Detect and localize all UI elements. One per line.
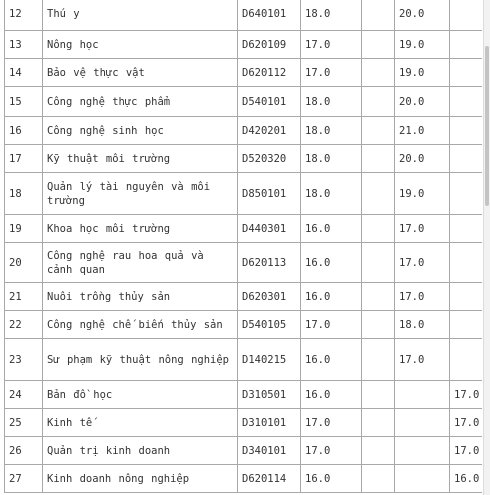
table-body (5, 0, 483, 493)
score-col-2-cell (362, 381, 395, 409)
vertical-scrollbar[interactable] (483, 0, 490, 495)
major-code-cell: D620114 (238, 465, 301, 493)
score-col-3-cell: 17.0 (395, 243, 450, 283)
major-name-cell: Công nghệ sinh học (43, 117, 238, 145)
table-row (5, 0, 483, 31)
score-col-1-cell: 16.0 (301, 381, 362, 409)
score-col-2-cell (362, 243, 395, 283)
score-col-2-cell (362, 339, 395, 381)
score-col-4-cell (450, 243, 483, 283)
major-name-cell: Sư phạm kỹ thuật nông nghiệp (43, 339, 238, 381)
table-row (5, 31, 483, 59)
table-row (5, 437, 483, 465)
score-col-1-cell: 18.0 (301, 173, 362, 215)
row-number-cell: 26 (5, 437, 43, 465)
table-row (5, 283, 483, 311)
major-name-cell: Kinh tế (43, 409, 238, 437)
major-code-cell: D520320 (238, 145, 301, 173)
score-col-3-cell: 17.0 (395, 339, 450, 381)
table-row (5, 215, 483, 243)
major-code-cell: D620112 (238, 59, 301, 87)
table-row (5, 87, 483, 117)
score-col-2-cell (362, 31, 395, 59)
score-col-2-cell (362, 173, 395, 215)
major-name-cell: Kinh doanh nông nghiệp (43, 465, 238, 493)
score-col-2-cell (362, 283, 395, 311)
major-code-cell: D540101 (238, 87, 301, 117)
score-col-2-cell (362, 59, 395, 87)
scrollbar-thumb[interactable] (485, 46, 489, 206)
major-code-cell: D140215 (238, 339, 301, 381)
score-col-1-cell: 16.0 (301, 465, 362, 493)
major-code-cell: D440301 (238, 215, 301, 243)
row-number-cell: 21 (5, 283, 43, 311)
score-col-3-cell (395, 437, 450, 465)
score-col-4-cell: 17.0 (450, 381, 483, 409)
score-col-2-cell (362, 145, 395, 173)
score-col-2-cell (362, 311, 395, 339)
major-name-cell: Nông học (43, 31, 238, 59)
score-col-1-cell: 16.0 (301, 339, 362, 381)
table-row (5, 59, 483, 87)
admission-score-table (4, 0, 482, 493)
major-name-cell: Bản đồ học (43, 381, 238, 409)
score-col-2-cell (362, 87, 395, 117)
score-col-2-cell (362, 465, 395, 493)
table-row (5, 381, 483, 409)
score-col-4-cell (450, 283, 483, 311)
score-col-4-cell (450, 173, 483, 215)
table-row (5, 409, 483, 437)
row-number-cell: 16 (5, 117, 43, 145)
score-col-4-cell (450, 215, 483, 243)
major-name-cell: Công nghệ thực phẩm (43, 87, 238, 117)
major-name-cell: Công nghệ chế biến thủy sản (43, 311, 238, 339)
score-col-2-cell (362, 215, 395, 243)
row-number-cell: 13 (5, 31, 43, 59)
major-name-cell: Thú y (43, 0, 238, 31)
table-row (5, 243, 483, 283)
major-code-cell: D620301 (238, 283, 301, 311)
score-col-3-cell: 20.0 (395, 145, 450, 173)
score-col-4-cell (450, 31, 483, 59)
score-col-2-cell (362, 0, 395, 31)
score-col-1-cell: 16.0 (301, 243, 362, 283)
row-number-cell: 19 (5, 215, 43, 243)
score-col-1-cell: 18.0 (301, 145, 362, 173)
score-col-1-cell: 18.0 (301, 0, 362, 31)
score-col-4-cell (450, 59, 483, 87)
score-col-4-cell (450, 145, 483, 173)
score-col-4-cell (450, 311, 483, 339)
score-col-3-cell: 19.0 (395, 173, 450, 215)
table-row (5, 117, 483, 145)
score-col-1-cell: 18.0 (301, 117, 362, 145)
row-number-cell: 23 (5, 339, 43, 381)
major-name-cell: Bảo vệ thực vật (43, 59, 238, 87)
score-col-3-cell: 19.0 (395, 59, 450, 87)
score-col-4-cell (450, 0, 483, 31)
score-col-3-cell: 20.0 (395, 0, 450, 31)
score-col-4-cell: 17.0 (450, 437, 483, 465)
major-name-cell: Kỹ thuật môi trường (43, 145, 238, 173)
table-row (5, 145, 483, 173)
major-code-cell: D620113 (238, 243, 301, 283)
major-name-cell: Khoa học môi trường (43, 215, 238, 243)
score-col-4-cell (450, 339, 483, 381)
score-col-1-cell: 17.0 (301, 311, 362, 339)
table-row (5, 311, 483, 339)
row-number-cell: 25 (5, 409, 43, 437)
major-code-cell: D310101 (238, 409, 301, 437)
score-col-3-cell: 17.0 (395, 283, 450, 311)
score-col-3-cell (395, 409, 450, 437)
score-col-1-cell: 18.0 (301, 87, 362, 117)
table-row (5, 339, 483, 381)
score-col-3-cell: 17.0 (395, 215, 450, 243)
major-code-cell: D640101 (238, 0, 301, 31)
score-col-1-cell: 17.0 (301, 59, 362, 87)
major-code-cell: D850101 (238, 173, 301, 215)
major-name-cell: Công nghệ rau hoa quả và cảnh quan (43, 243, 238, 283)
row-number-cell: 18 (5, 173, 43, 215)
score-col-1-cell: 17.0 (301, 437, 362, 465)
row-number-cell: 14 (5, 59, 43, 87)
major-name-cell: Nuôi trồng thủy sản (43, 283, 238, 311)
score-col-2-cell (362, 409, 395, 437)
row-number-cell: 22 (5, 311, 43, 339)
score-col-3-cell (395, 465, 450, 493)
row-number-cell: 24 (5, 381, 43, 409)
score-col-3-cell: 19.0 (395, 31, 450, 59)
major-name-cell: Quản lý tài nguyên và môi trường (43, 173, 238, 215)
table-row (5, 173, 483, 215)
score-col-3-cell: 21.0 (395, 117, 450, 145)
score-col-1-cell: 16.0 (301, 215, 362, 243)
row-number-cell: 20 (5, 243, 43, 283)
major-name-cell: Quản trị kinh doanh (43, 437, 238, 465)
major-code-cell: D420201 (238, 117, 301, 145)
score-col-1-cell: 17.0 (301, 409, 362, 437)
row-number-cell: 12 (5, 0, 43, 31)
score-col-3-cell: 18.0 (395, 311, 450, 339)
major-code-cell: D340101 (238, 437, 301, 465)
score-col-1-cell: 16.0 (301, 283, 362, 311)
major-code-cell: D540105 (238, 311, 301, 339)
score-col-3-cell (395, 381, 450, 409)
score-col-2-cell (362, 117, 395, 145)
score-col-4-cell (450, 117, 483, 145)
score-col-1-cell: 17.0 (301, 31, 362, 59)
score-col-4-cell: 16.0 (450, 465, 483, 493)
row-number-cell: 27 (5, 465, 43, 493)
row-number-cell: 17 (5, 145, 43, 173)
score-col-3-cell: 20.0 (395, 87, 450, 117)
major-code-cell: D310501 (238, 381, 301, 409)
score-col-4-cell: 17.0 (450, 409, 483, 437)
major-code-cell: D620109 (238, 31, 301, 59)
score-col-4-cell (450, 87, 483, 117)
table-row (5, 465, 483, 493)
score-col-2-cell (362, 437, 395, 465)
row-number-cell: 15 (5, 87, 43, 117)
